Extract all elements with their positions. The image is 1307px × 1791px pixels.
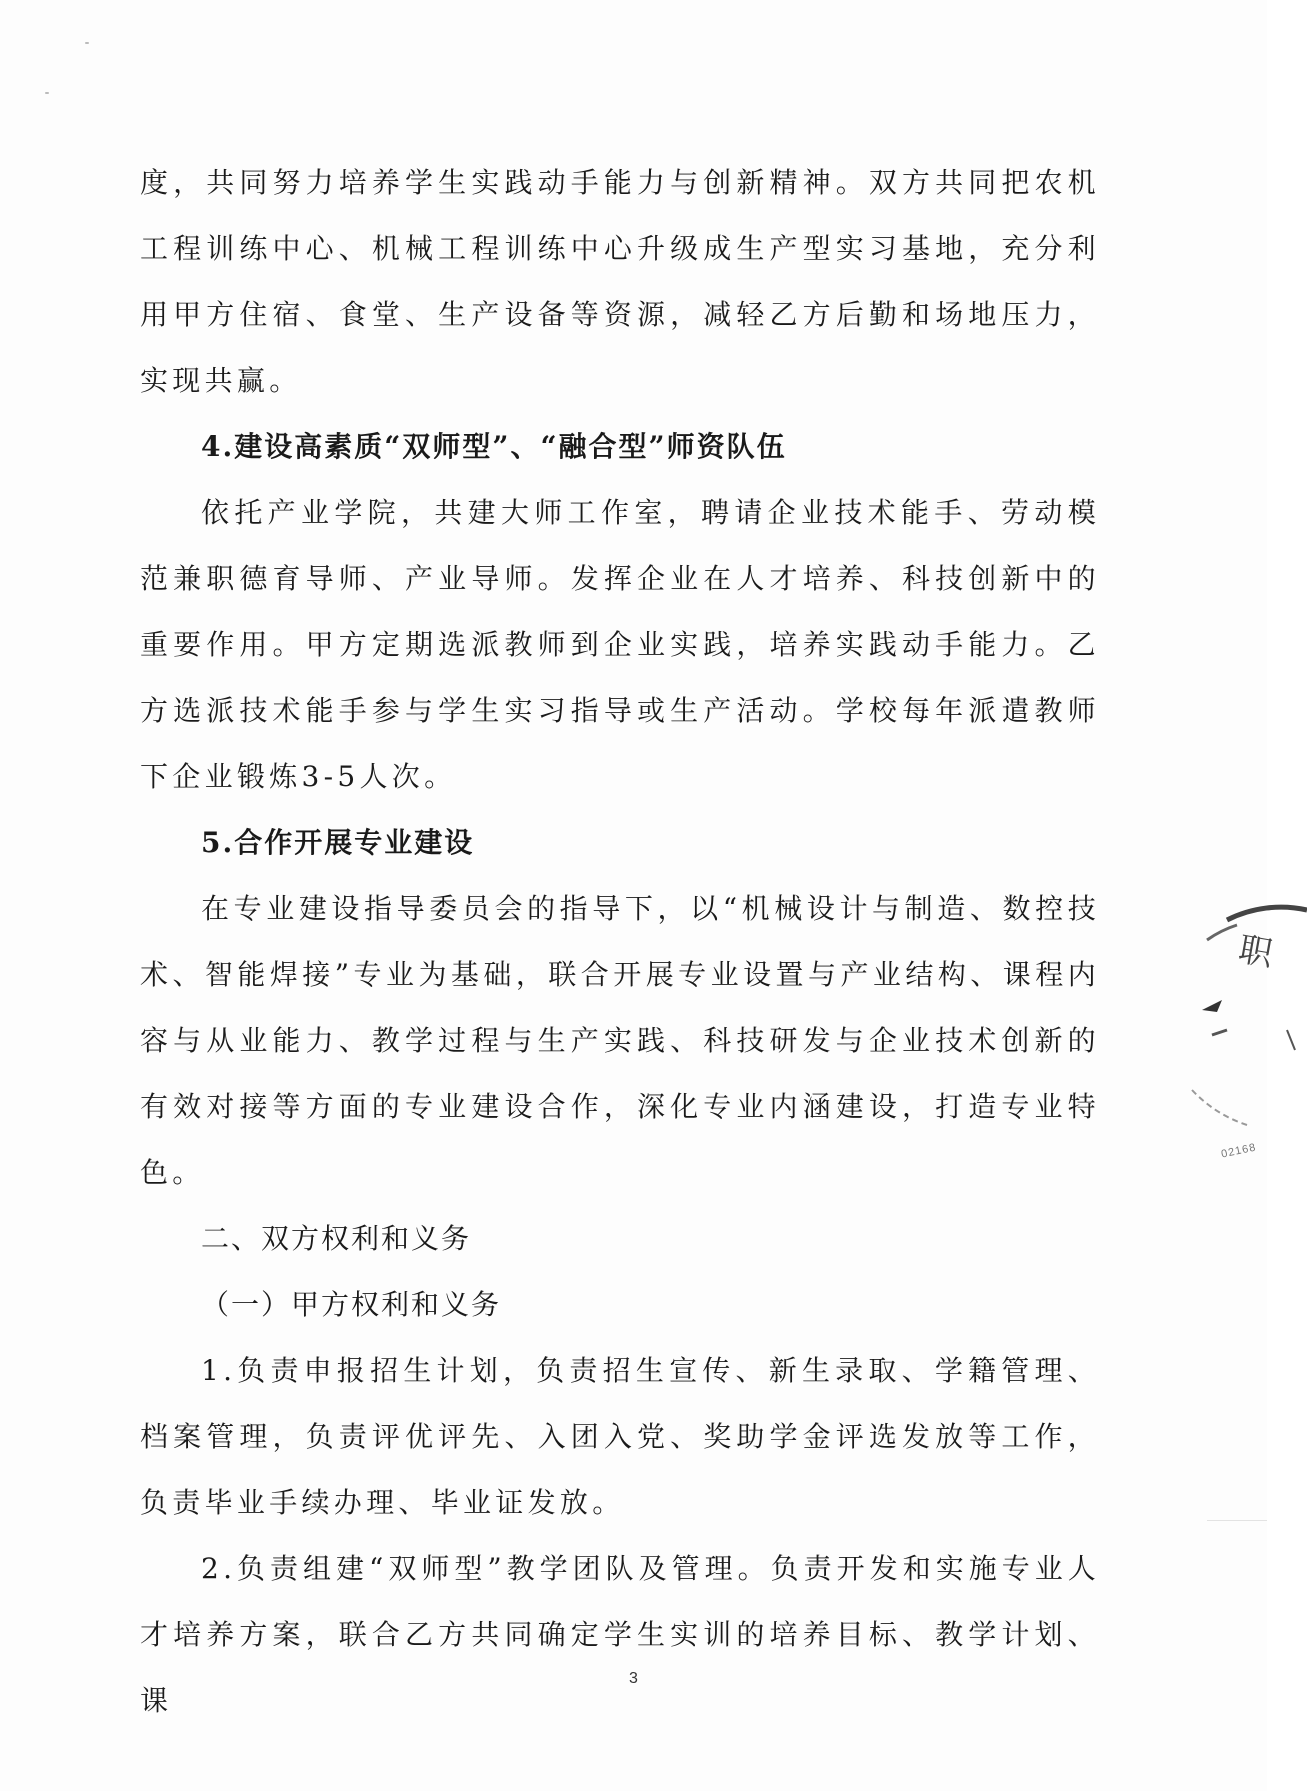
chapter-heading-rights: 二、双方权利和义务 — [201, 1222, 472, 1255]
official-seal-partial — [1167, 900, 1307, 1140]
subheading-party-a: （一）甲方权利和义务 — [201, 1288, 502, 1321]
paragraph-item-1: 1.负责申报招生计划，负责招生宣传、新生录取、学籍管理、档案管理，负责评优评先、入团入党、奖助学金评选发放等工作，负责毕业手续办理、毕业证发放。 — [140, 1354, 1100, 1519]
svg-text:职: 职 — [1235, 929, 1276, 975]
paragraph-item-2: 2.负责组建“双师型”教学团队及管理。负责开发和实施专业人才培养方案，联合乙方共同确定学生实训的培养目标、教学计划、课 — [140, 1552, 1100, 1717]
scan-speck — [45, 92, 49, 94]
paragraph-teacher-team: 依托产业学院，共建大师工作室，聘请企业技术能手、劳动模范兼职德育导师、产业导师。发挥企业在人才培养、科技创新中的重要作用。甲方定期选派教师到企业实践，培养实践动手能力。乙方选派技术能手参与学生实习指导或生产活动。学校每年派遣教师下企业锻炼3-5人次。 — [140, 496, 1100, 793]
section-heading-5: 5.合作开展专业建设 — [201, 826, 475, 859]
seal-number: 02168 — [1220, 1141, 1258, 1161]
scan-edge-line — [1207, 1520, 1267, 1521]
document-body — [140, 150, 1100, 1734]
scan-speck — [85, 42, 89, 44]
paragraph-major-construction: 在专业建设指导委员会的指导下，以“机械设计与制造、数控技术、智能焊接”专业为基础，联合开展专业设置与产业结构、课程内容与从业能力、教学过程与生产实践、科技研发与企业技术创新的有效对接等方面的专业建设合作，深化专业内涵建设，打造专业特色。 — [140, 892, 1100, 1189]
section-heading-4: 4.建设高素质“双师型”、“融合型”师资队伍 — [201, 430, 787, 463]
page-number: 3 — [629, 1670, 638, 1687]
paragraph-continuation: 度，共同努力培养学生实践动手能力与创新精神。双方共同把农机工程训练中心、机械工程训练中心升级成生产型实习基地，充分利用甲方住宿、食堂、生产设备等资源，减轻乙方后勤和场地压力，实现共赢。 — [140, 166, 1100, 397]
